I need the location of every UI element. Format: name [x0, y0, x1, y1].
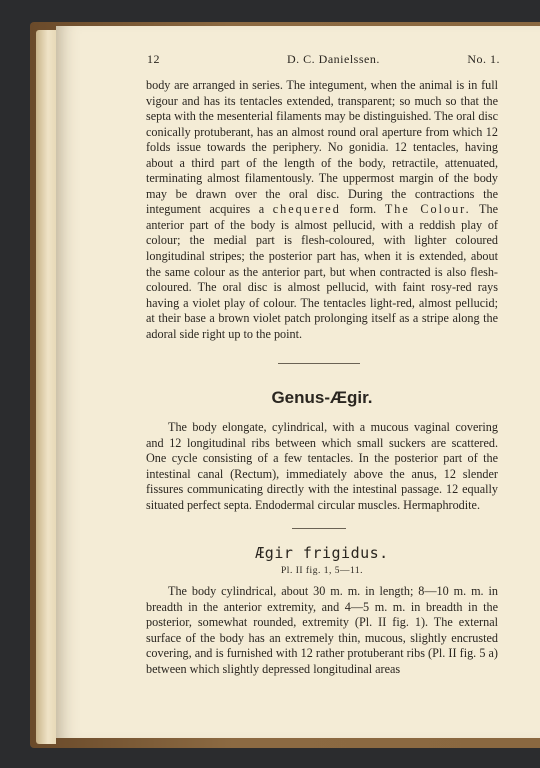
section-divider — [278, 363, 360, 364]
paragraph-text: form. — [340, 202, 385, 217]
paragraph-description-continued — [146, 78, 498, 342]
paragraph-text: The anterior part of the body is almost pellucid, with a reddish play of colour; the medial part is flesh-coloured, with lighter coloured longitudinal stripes; the posterior part has, when it is extended, about the same colour as the anterior part, but when contracted is also flesh-coloured. The oral disc is almost pellucid, with faint rosy-red rays having a violet play of colour. The tentacles light-red, almost pellucid; at their base a brown violet patch prolonging itself as a stripe along the adoral side right up to the point. — [146, 202, 498, 341]
page-stack-edge — [36, 30, 56, 744]
section-divider — [292, 528, 346, 529]
genus-description: The body elongate, cylindrical, with a mucous vaginal covering and 12 longitudinal ribs between which small suckers are scattered. One cycle consisting of a few tentacles. In the posterior part of the intestinal canal (Rectum), immediately above the anus, 12 slender fissures communicating directly with the intestinal passage. 12 equally situated perfect septa. Endodermal circular muscles. Hermaphrodite. — [146, 420, 498, 512]
page-number: 12 — [147, 52, 160, 66]
running-title: D. C. Danielssen. — [287, 52, 380, 66]
spaced-term-colour: The Colour. — [384, 202, 471, 217]
section-number: No. 1. — [467, 52, 500, 66]
paragraph-text: body are arranged in series. The integument, when the animal is in full vigour and has its tentacles extended, transparent; so much so that the septa with the mesenterial filaments may be distinguished. The oral disc conically protuberant, has an almost round oral aperture from which 12 folds issue towards the periphery. No gonidia. 12 tentacles, having about a third part of the length of the body, retractile, attenuated, terminating almost filamentously. The uppermost margin of the body may be drawn over the oral disc. During the contractions the integument acquires a — [146, 78, 498, 217]
spaced-term-chequered: chequered — [272, 202, 341, 217]
genus-heading: Genus-Ægir. — [271, 388, 373, 407]
species-heading: Ægir frigidus. — [255, 544, 389, 562]
running-header — [92, 46, 500, 64]
species-description: The body cylindrical, about 30 m. m. in length; 8—10 m. m. in breadth in the anterior extremity, and 4—5 m. m. in breadth in the posterior, somewhat rounded, extremity (Pl. II fig. 1). The external surface of the body has an extremely thin, mucous, slightly encrusted covering, and is furnished with 12 rather protuberant ribs (Pl. II fig. 5 a) between which slightly depressed longitudinal areas — [146, 584, 498, 676]
plate-reference: Pl. II fig. 1, 5—11. — [281, 566, 363, 576]
